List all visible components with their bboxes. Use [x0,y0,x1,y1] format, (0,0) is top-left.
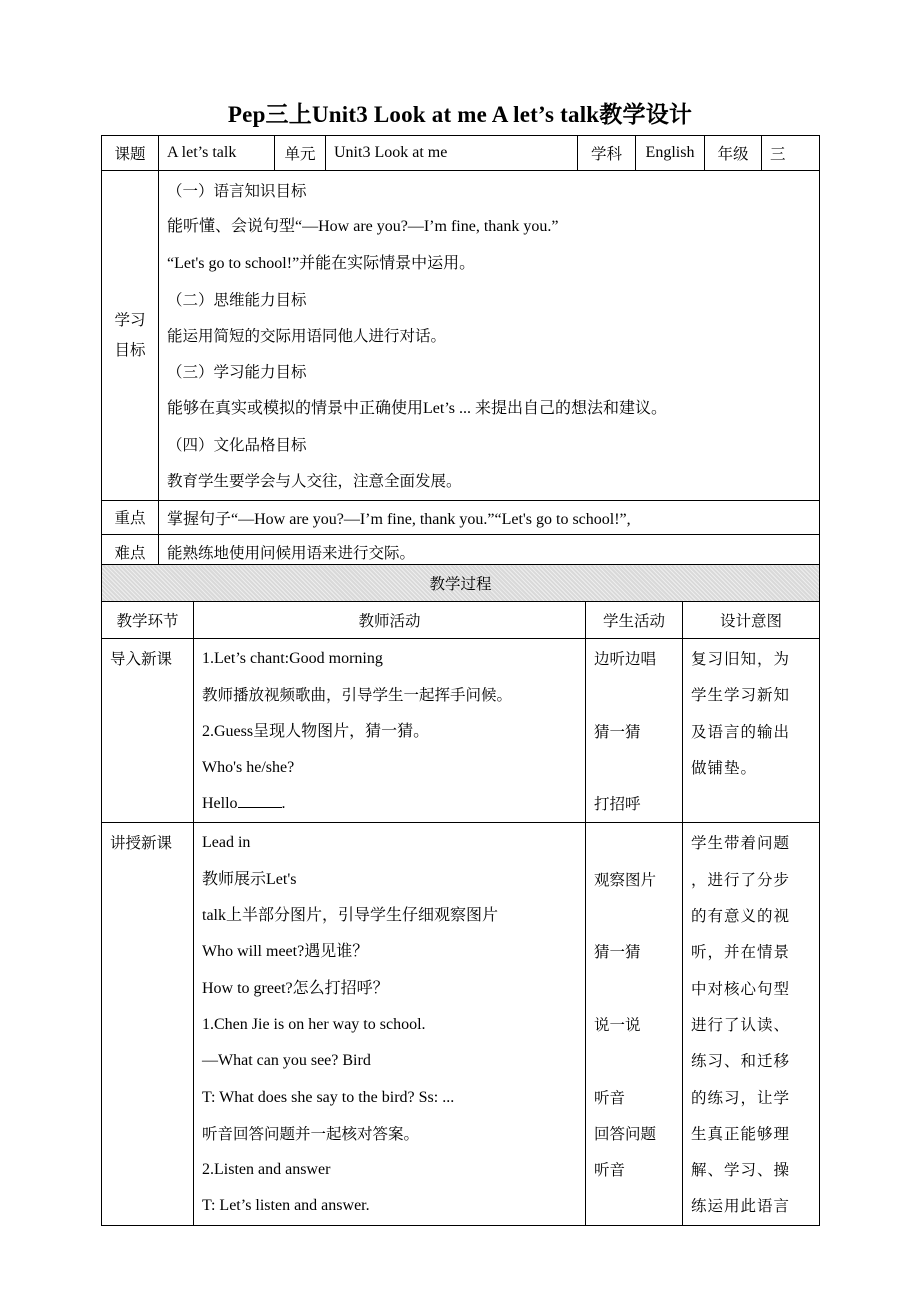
objective-heading: （一）语言知识目标 [167,182,307,200]
list-item: 练运用此语言 [691,1197,791,1216]
column-header-intent: 设计意图 [683,602,820,639]
list-item [594,677,682,713]
objective-line: “Let's go to school!”并能在实际情景中运用。 [167,254,476,272]
teaching-process-table [101,564,820,1226]
teacher-activity [194,823,586,1225]
list-item: Who will meet?遇见谁？ [202,943,369,961]
list-item: —What can you see? Bird [202,1052,371,1070]
list-item [594,1043,682,1079]
list-item [594,1188,682,1224]
objective-heading: （四）文化品格目标 [167,436,307,455]
list-item: Who's he/she? [202,758,295,776]
difficulty-label: 难点 [102,534,159,570]
list-item: 中对核心句型 [691,979,791,998]
list-item: Lead in [202,834,251,852]
lesson-info-table [101,135,820,571]
list-item: 说一说 [594,1015,641,1034]
stage-name: 导入新课 [110,650,173,668]
list-item: 复习旧知，为 [691,650,791,668]
student-activity [586,823,683,1225]
objective-line: 能够在真实或模拟的情景中正确使用Let’s ... 来提出自己的想法和建议。 [167,399,667,417]
list-item: 1.Chen Jie is on her way to school. [202,1015,426,1033]
list-item: 的练习，让学 [691,1088,791,1107]
list-item: talk上半部分图片，引导学生仔细观察图片 [202,907,498,925]
list-item: 猜一猜 [594,943,641,962]
list-item: 进行了认读、 [691,1015,791,1034]
unit-value: Unit3 Look at me [326,136,578,171]
list-item [691,786,819,822]
table-row [102,639,820,823]
list-item [594,750,682,786]
hello-text: Hello [202,795,238,813]
column-header-teacher: 教师活动 [194,602,586,639]
objective-line: 能运用简短的交际用语同他人进行对话。 [167,327,447,346]
list-item: 听音 [594,1088,626,1107]
objective-heading: （三）学习能力目标 [167,363,307,382]
list-item: 生真正能够理 [691,1124,791,1143]
difficulty-text: 能熟练地使用问候用语来进行交际。 [159,534,820,570]
list-item: How to greet?怎么打招呼？ [202,979,389,997]
list-item [594,825,682,861]
list-item: 解、学习、操 [691,1161,791,1180]
list-item: 做铺垫。 [691,758,758,777]
list-item [594,971,682,1007]
student-activity [586,639,683,823]
list-item: 的有意义的视 [691,907,791,926]
table-row [102,823,820,1225]
key-point-label: 重点 [102,500,159,534]
objective-line: 教育学生要学会与人交往，注意全面发展。 [167,472,462,491]
key-point-text: 掌握句子“—How are you?—I’m fine, thank you.”“Let's go to school!”, [159,500,820,534]
list-item: 学生带着问题 [691,834,791,853]
teacher-activity [194,639,586,823]
objectives-content [159,171,820,501]
hello-period: . [281,795,286,813]
list-item: 教师播放视频歌曲，引导学生一起挥手问候。 [202,686,513,705]
design-intent [683,823,820,1225]
topic-value: A let’s talk [159,136,275,171]
list-item [594,898,682,934]
list-item: T: Let’s listen and answer. [202,1197,370,1215]
column-header-student: 学生活动 [586,602,683,639]
list-item: 猜一猜 [594,722,641,741]
list-item: 边听边唱 [594,650,657,668]
list-item: 练习、和迁移 [691,1052,791,1071]
list-item: 观察图片 [594,870,657,889]
list-item: 1.Let’s chant:Good morning [202,650,383,667]
objectives-label-line1: 学习 [114,311,146,330]
topic-label: 课题 [102,136,159,171]
document-title: Pep三上Unit3 Look at me A let’s talk教学设计 [227,102,693,127]
list-item: 打招呼 [594,795,641,814]
unit-label: 单元 [275,136,326,171]
stage-name: 讲授新课 [110,834,173,853]
objective-line: 能听懂、会说句型“—How are you?—I’m fine, thank you.” [167,218,559,236]
list-item: 听音回答问题并一起核对答案。 [202,1124,420,1143]
list-item: 听，并在情景 [691,943,791,962]
objectives-label-line2: 目标 [114,341,146,360]
list-item: 学生学习新知 [691,686,791,705]
list-item: 及语言的输出 [691,722,791,741]
subject-value: English [636,136,705,171]
design-intent [683,639,820,823]
list-item: ，进行了分步 [691,870,791,889]
process-heading: 教学过程 [102,565,820,602]
column-header-stage: 教学环节 [102,602,194,639]
grade-value: 三 [762,136,820,171]
fill-in-blank [238,793,282,808]
objectives-label [102,171,159,501]
list-item: 教师展示Let's [202,870,297,888]
list-item [202,786,585,822]
objective-heading: （二）思维能力目标 [167,290,307,309]
list-item: T: What does she say to the bird? Ss: ... [202,1088,455,1106]
list-item: 2.Listen and answer [202,1161,331,1179]
subject-label: 学科 [578,136,636,171]
list-item: 回答问题 [594,1124,657,1143]
list-item: 听音 [594,1161,626,1180]
grade-label: 年级 [705,136,762,171]
list-item: 2.Guess呈现人物图片，猜一猜。 [202,722,430,740]
